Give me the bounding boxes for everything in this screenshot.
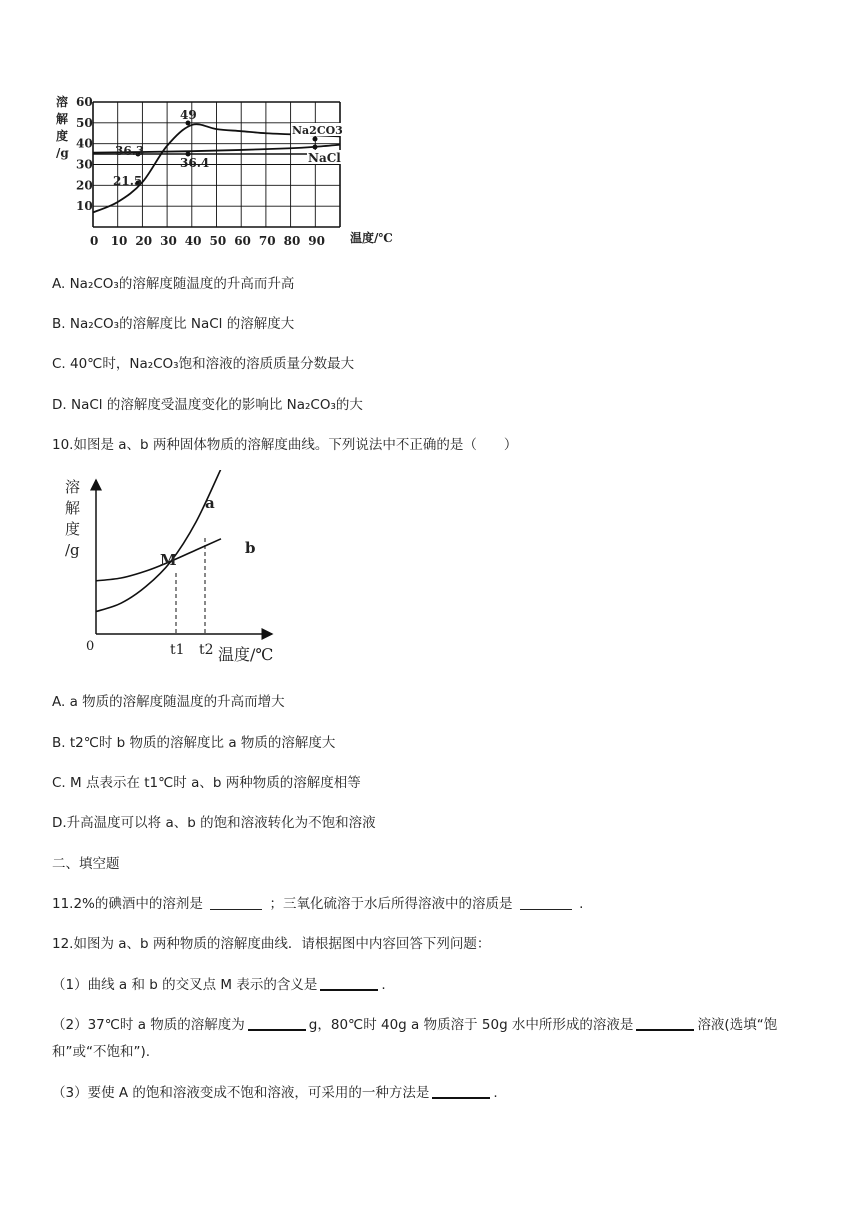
q10-option-a: A. a 物质的溶解度随温度的升高而增大 [52,694,285,710]
q12-sub3 [52,1081,498,1101]
chart1-x-tick-label: 90 [308,234,326,248]
solubility-chart-a-b [60,470,290,670]
q9-option-d: D. NaCl 的溶解度受温度变化的影响比 Na₂CO₃的大 [52,397,363,413]
series-label-nacl: NaCl [308,151,341,165]
q12-sub2 [52,1013,777,1033]
q12-sub2-text-2: g，80℃时 40g a 物质溶于 50g 水中所形成的溶液是 [308,1017,634,1033]
q11-text-2: ；三氧化硫溶于水后所得溶液中的溶质是 [269,896,513,912]
q12-sub2-continued: 和”或“不饱和”). [52,1044,151,1060]
chart1-y-tick-label: 50 [76,115,93,130]
q12-sub3-blank[interactable] [432,1085,490,1099]
q11-blank-2[interactable] [520,897,572,910]
chart1-ylabel-char: 解 [56,112,69,126]
q12-sub2-text-1: （2）37℃时 a 物质的溶解度为 [52,1017,245,1033]
label-b: b [245,539,256,557]
chart1-ylabel-char: 溶 [56,95,69,109]
q11-text-3: . [579,896,584,912]
section-heading: 二、填空题 [52,856,120,872]
chart1-x-ticks [90,234,325,248]
chart1-ylabel-char: 度 [56,129,69,143]
chart2-origin: 0 [86,639,95,654]
q12-sub3-text: （3）要使 A 的饱和溶液变成不饱和溶液，可采用的一种方法是 [52,1085,430,1101]
q9-option-c: C. 40℃时，Na₂CO₃饱和溶液的溶质质量分数最大 [52,356,355,372]
q12-sub1-end: . [381,977,386,993]
chart1-x-tick-label: 30 [160,234,177,248]
annotation-36-4: 36.4 [180,156,210,170]
annotation-21-5: 21.5 [113,174,143,188]
chart1-xlabel: 温度/℃ [350,231,393,245]
series-label-na2co3: Na2CO3 [292,124,343,137]
q12-stem: 12.如图为 a、b 两种物质的溶解度曲线．请根据图中内容回答下列问题： [52,936,491,952]
solubility-chart-na2co3-nacl [52,92,412,252]
label-t1: t1 [170,642,185,658]
chart1-x-tick-label: 80 [283,234,301,248]
point-na2co3-90 [313,137,318,142]
chart2-ylabel-char: 度 [65,520,81,538]
q12-sub2-blank-1[interactable] [248,1017,306,1031]
chart2-ylabel-char: 溶 [65,478,81,496]
point-nacl-90 [313,145,318,150]
q10-stem: 10.如图是 a、b 两种固体物质的溶解度曲线。下列说法中不正确的是（ ） [52,437,518,453]
chart1-ylabel-char: /g [56,146,69,160]
q12-sub1-blank[interactable] [320,977,378,991]
chart1-y-ticks [76,95,93,213]
chart1-y-tick-label: 60 [76,95,93,109]
q11-text-1: 11.2%的碘酒中的溶剂是 [52,896,203,912]
chart2-ylabel [65,478,80,559]
chart1-ylabel [56,94,69,160]
q10-option-d: D.升高温度可以将 a、b 的饱和溶液转化为不饱和溶液 [52,815,376,831]
chart1-x-tick-label: 20 [135,234,153,248]
chart1-y-tick-label: 20 [76,178,93,193]
q12-sub1-text: （1）曲线 a 和 b 的交叉点 M 表示的含义是 [52,977,318,993]
q12-sub2-blank-2[interactable] [636,1017,694,1031]
q11 [52,892,583,912]
annotation-49: 49 [180,108,197,122]
chart1-x-tick-label: 70 [258,234,276,248]
chart1-x-tick-label: 0 [90,234,99,248]
chart2-ylabel-char: 解 [65,499,81,517]
chart1-x-tick-label: 10 [110,234,128,248]
q12-sub3-end: . [493,1085,498,1101]
chart1-y-tick-label: 30 [76,157,93,172]
q12-sub2-text-3: 溶液(选填“饱 [697,1017,778,1033]
chart1-grid [93,102,340,227]
chart1-x-tick-label: 50 [209,234,227,248]
q10-option-c: C. M 点表示在 t1℃时 a、b 两种物质的溶解度相等 [52,775,361,791]
q9-option-b: B. Na₂CO₃的溶解度比 NaCl 的溶解度大 [52,316,295,332]
label-m: M [160,551,177,569]
chart1-y-tick-label: 10 [76,199,93,214]
annotation-36-3: 36.3 [115,144,145,158]
q12-sub1 [52,973,386,993]
label-a: a [205,494,215,512]
q10-option-b: B. t2℃时 b 物质的溶解度比 a 物质的溶解度大 [52,735,336,751]
q9-option-a: A. Na₂CO₃的溶解度随温度的升高而升高 [52,276,295,292]
q11-blank-1[interactable] [210,897,262,910]
curve-a [96,470,221,612]
chart2-xlabel: 温度/℃ [218,645,274,664]
chart1-y-tick-label: 40 [76,136,93,151]
label-t2: t2 [199,642,214,658]
chart1-x-tick-label: 40 [184,234,202,248]
chart2-ylabel-char: /g [65,541,80,559]
chart1-x-tick-label: 60 [234,234,251,248]
